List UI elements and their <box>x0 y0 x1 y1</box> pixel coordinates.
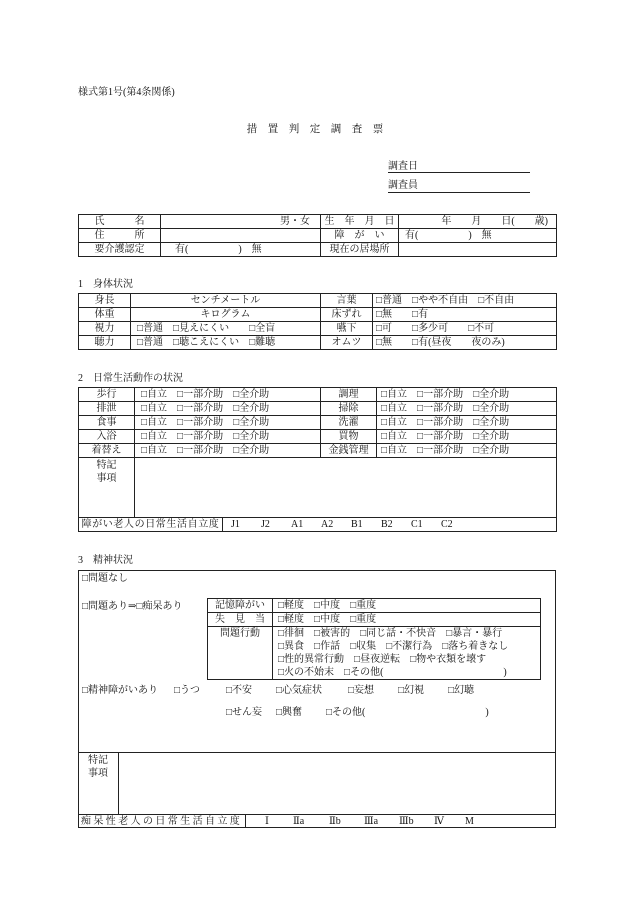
psychiatric-option: □興奮 <box>276 707 303 718</box>
adl-independence-label: 障がい老人の日常生活自立度 <box>79 518 223 532</box>
problem-behavior-line: □徘徊 □被害的 □同じ話・不快音 □暴言・暴行 <box>278 628 503 639</box>
basic-info-table <box>78 214 557 257</box>
adl-notes-area <box>135 458 557 518</box>
disability-value: 有( ) 無 <box>399 229 557 243</box>
psychiatric-option: □不安 <box>226 685 253 696</box>
physical-row <box>79 336 557 350</box>
hearing-label: 聴力 <box>79 336 131 350</box>
basic-info-row-address <box>79 229 557 243</box>
adl-section-title: 2 日常生活動作の状況 <box>78 373 183 384</box>
memory-impairment-options: □軽度 □中度 □重度 <box>273 599 541 613</box>
psychiatric-option: □心気症状 <box>276 685 323 696</box>
psychiatric-option: □幻視 <box>398 685 425 696</box>
address-value <box>161 229 321 243</box>
adl-notes-label-line: 事項 <box>96 473 117 484</box>
adl-table <box>78 387 557 532</box>
independence-level: A1 <box>291 519 304 530</box>
no-problem-option: □問題なし <box>82 573 129 584</box>
disorientation-options: □軽度 □中度 □重度 <box>273 613 541 627</box>
adl-left-label: 歩行 <box>79 388 135 402</box>
psychiatric-option: □精神障がいあり <box>82 685 159 696</box>
physical-row <box>79 308 557 322</box>
independence-level: C2 <box>441 519 453 530</box>
mental-section-title: 3 精神状況 <box>78 555 133 566</box>
psychiatric-option: □うつ <box>174 685 201 696</box>
memory-impairment-label: 記憶障がい <box>208 599 273 613</box>
adl-independence-levels <box>223 518 557 532</box>
bedsore-options: □無 □有 <box>373 308 557 322</box>
adl-row <box>79 402 557 416</box>
dementia-independence-label: 痴呆性老人の日常生活自立度 <box>81 816 243 827</box>
adl-right-label: 金銭管理 <box>321 444 377 458</box>
has-problem-option: □問題あり⇒□痴呆あり <box>82 601 183 612</box>
independence-level: J1 <box>231 519 240 530</box>
problem-behavior-options <box>273 627 541 680</box>
psychiatric-option: □幻聴 <box>448 685 475 696</box>
address-label: 住 所 <box>79 229 161 243</box>
adl-row <box>79 430 557 444</box>
adl-left-label: 着替え <box>79 444 135 458</box>
adl-right-options: □自立 □一部介助 □全介助 <box>377 430 557 444</box>
adl-right-label: 掃除 <box>321 402 377 416</box>
survey-date-underline <box>388 172 530 173</box>
adl-left-options: □自立 □一部介助 □全介助 <box>135 416 321 430</box>
weight-label: 体重 <box>79 308 131 322</box>
problem-behavior-line: □性的異常行動 □昼夜逆転 □物や衣類を壊す <box>278 654 487 665</box>
disability-label: 障 が い <box>321 229 399 243</box>
vision-label: 視力 <box>79 322 131 336</box>
problem-behavior-line: □火の不始末 □その他( ) <box>278 667 507 678</box>
mental-notes-label-line: 特記 <box>88 755 108 766</box>
physical-row <box>79 322 557 336</box>
physical-section-title: 1 身体状況 <box>78 279 133 290</box>
speech-options: □普通 □やや不自由 □不自由 <box>373 294 557 308</box>
survey-date-label: 調査日 <box>388 161 418 172</box>
birth-date-value: 年 月 日( 歳) <box>399 215 557 229</box>
dementia-detail-row <box>208 613 541 627</box>
adl-right-options: □自立 □一部介助 □全介助 <box>377 444 557 458</box>
surveyor-underline <box>388 192 530 193</box>
independence-level: B2 <box>381 519 393 530</box>
adl-right-options: □自立 □一部介助 □全介助 <box>377 416 557 430</box>
adl-right-label: 買物 <box>321 430 377 444</box>
adl-left-options: □自立 □一部介助 □全介助 <box>135 430 321 444</box>
dementia-detail-row <box>208 599 541 613</box>
swallowing-label: 嚥下 <box>321 322 373 336</box>
current-residence-label: 現在の居場所 <box>321 243 399 257</box>
psychiatric-option-other: □その他( ) <box>326 707 489 718</box>
dementia-independence-column-divider <box>245 814 246 828</box>
dementia-independence-level: Ⅳ <box>434 816 444 827</box>
adl-notes-row <box>79 458 557 518</box>
care-certification-label: 要介護認定 <box>79 243 161 257</box>
independence-level: B1 <box>351 519 363 530</box>
mental-notes-label-line: 事項 <box>88 768 108 779</box>
swallowing-options: □可 □多少可 □不可 <box>373 322 557 336</box>
weight-unit: キログラム <box>131 308 321 322</box>
mental-notes-top-divider <box>78 752 556 753</box>
adl-right-options: □自立 □一部介助 □全介助 <box>377 402 557 416</box>
birth-date-label: 生 年 月 日 <box>321 215 399 229</box>
psychiatric-option: □妄想 <box>348 685 375 696</box>
dementia-independence-level: Ⅲb <box>399 816 414 827</box>
adl-left-label: 食事 <box>79 416 135 430</box>
psychiatric-option: □せん妄 <box>226 707 263 718</box>
gender-options: 男・女 <box>161 215 321 229</box>
adl-notes-label <box>79 458 135 518</box>
dementia-independence-level: M <box>465 816 474 827</box>
dementia-independence-level: Ⅱa <box>293 816 305 827</box>
adl-row <box>79 416 557 430</box>
dementia-independence-level: Ⅰ <box>265 816 269 827</box>
dementia-independence-level: Ⅲa <box>364 816 379 827</box>
adl-left-label: 排泄 <box>79 402 135 416</box>
speech-label: 言葉 <box>321 294 373 308</box>
height-label: 身長 <box>79 294 131 308</box>
diaper-options: □無 □有(昼夜 夜のみ) <box>373 336 557 350</box>
height-unit: センチメートル <box>131 294 321 308</box>
adl-row <box>79 444 557 458</box>
physical-status-table <box>78 293 557 350</box>
basic-info-row-name <box>79 215 557 229</box>
physical-row <box>79 294 557 308</box>
adl-right-label: 洗濯 <box>321 416 377 430</box>
adl-left-options: □自立 □一部介助 □全介助 <box>135 388 321 402</box>
surveyor-label: 調査員 <box>388 180 418 191</box>
mental-notes-column-divider <box>118 752 119 814</box>
adl-independence-row <box>79 518 557 532</box>
adl-row <box>79 388 557 402</box>
form-number: 様式第1号(第4条関係) <box>78 87 175 98</box>
adl-left-options: □自立 □一部介助 □全介助 <box>135 444 321 458</box>
form-title: 措 置 判 定 調 査 票 <box>246 124 384 135</box>
dementia-independence-level: Ⅱb <box>329 816 341 827</box>
care-certification-value: 有( ) 無 <box>161 243 321 257</box>
adl-left-options: □自立 □一部介助 □全介助 <box>135 402 321 416</box>
vision-options: □普通 □見えにくい □全盲 <box>131 322 321 336</box>
problem-behavior-label: 問題行動 <box>208 627 273 680</box>
dementia-detail-row <box>208 627 541 680</box>
basic-info-row-care <box>79 243 557 257</box>
adl-left-label: 入浴 <box>79 430 135 444</box>
dementia-details-table <box>207 598 541 680</box>
problem-behavior-line: □異食 □作話 □収集 □不潔行為 □落ち着きなし <box>278 641 509 652</box>
adl-notes-label-line: 特記 <box>96 460 117 471</box>
independence-level: A2 <box>321 519 334 530</box>
hearing-options: □普通 □聴こえにくい □難聴 <box>131 336 321 350</box>
independence-level: C1 <box>411 519 423 530</box>
disorientation-label: 失 見 当 <box>208 613 273 627</box>
adl-right-label: 調理 <box>321 388 377 402</box>
independence-level: J2 <box>261 519 270 530</box>
current-residence-value <box>399 243 557 257</box>
name-label: 氏 名 <box>79 215 161 229</box>
bedsore-label: 床ずれ <box>321 308 373 322</box>
diaper-label: オムツ <box>321 336 373 350</box>
adl-right-options: □自立 □一部介助 □全介助 <box>377 388 557 402</box>
